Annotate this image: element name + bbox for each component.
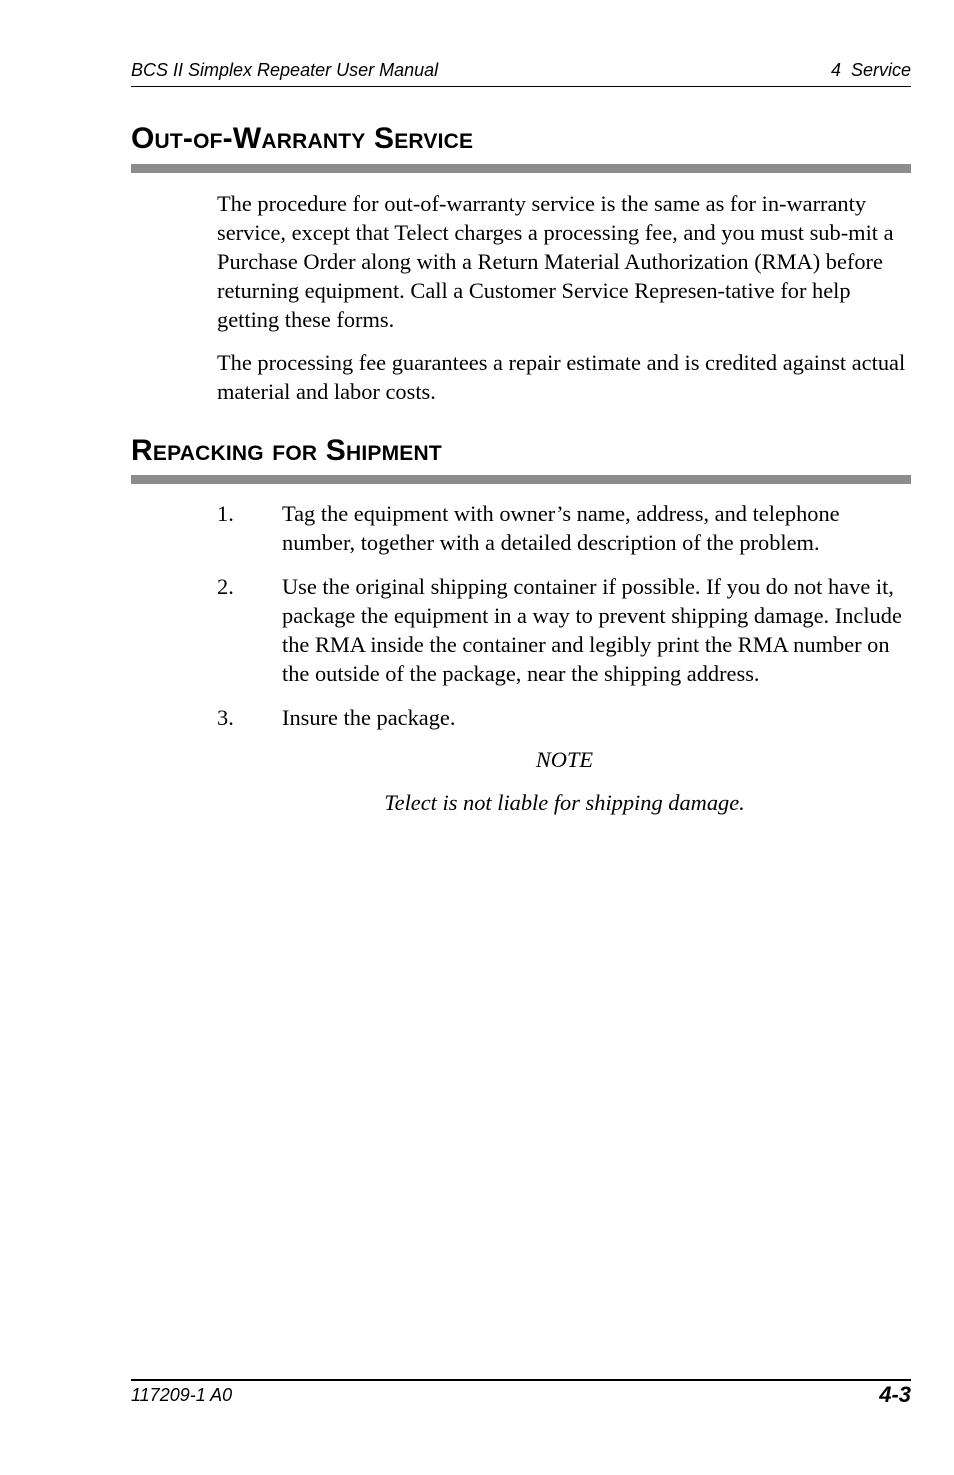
heading-rule: [131, 475, 911, 484]
paragraph-procedure: The procedure for out-of-warranty service is the same as for in-warranty service, except that Telect charges a processing fee, and you must sub-mit a Purchase Order along with a Return Material Authorization (RMA) before returning equipment. Call a Customer Service Represen-tative for help getting these forms.: [217, 191, 894, 332]
running-header: [131, 58, 911, 87]
section-heading-repacking: Repacking for Shipment: [131, 434, 442, 467]
step-text: Tag the equipment with owner’s name, address, and telephone number, together with a detailed description of the problem.: [282, 501, 840, 555]
step-number: 2.: [217, 574, 234, 599]
list-item: [217, 499, 912, 557]
step-number: 3.: [217, 705, 234, 730]
heading-rule: [131, 164, 911, 173]
header-document-title: BCS II Simplex Repeater User Manual: [131, 60, 439, 80]
header-chapter: 4 Service: [830, 60, 911, 80]
paragraph-processing-fee: The processing fee guarantees a repair estimate and is credited against actual material and labor costs.: [217, 350, 906, 404]
repacking-steps-list: [217, 499, 912, 747]
list-item: [217, 703, 912, 732]
page-number: 4-3: [879, 1382, 911, 1407]
note-label: NOTE: [535, 747, 594, 772]
note-text: Telect is not liable for shipping damage.: [384, 790, 745, 815]
footer-document-number: 117209-1 A0: [131, 1385, 233, 1405]
list-item: [217, 572, 912, 688]
section-heading-out-of-warranty: Out-of-Warranty Service: [131, 122, 474, 155]
running-footer: [131, 1379, 911, 1411]
step-number: 1.: [217, 501, 234, 526]
step-text: Insure the package.: [282, 705, 456, 730]
step-text: Use the original shipping container if possible. If you do not have it, package the equipment in a way to prevent shipping damage. Include the RMA inside the container and legibly print the RMA number on the outside of the package, near the shipping address.: [282, 574, 902, 686]
